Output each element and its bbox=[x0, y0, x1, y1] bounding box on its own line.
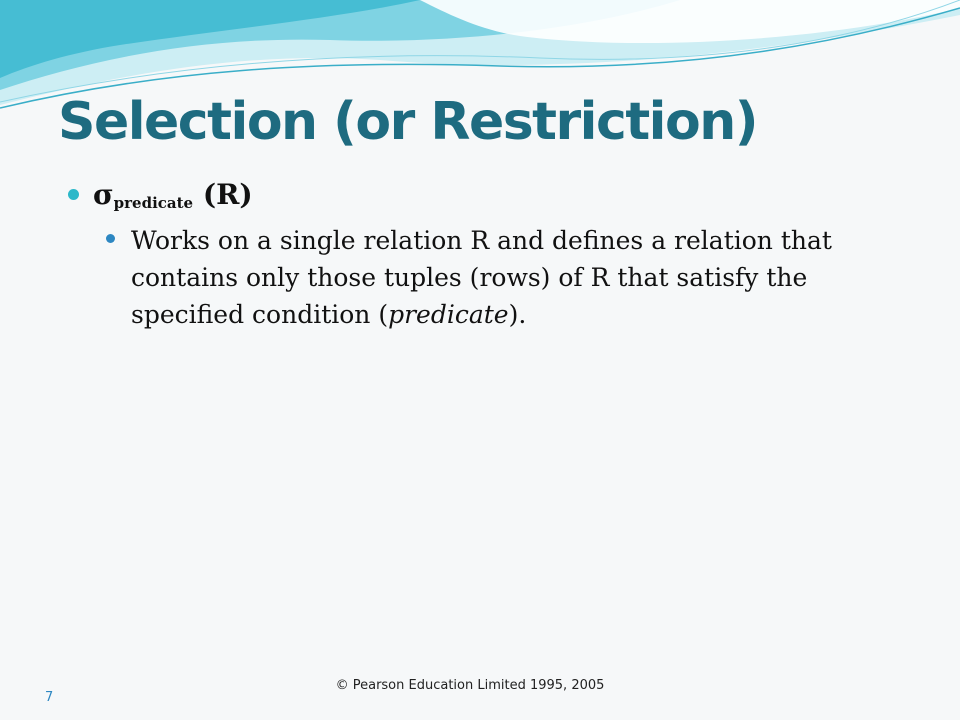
bullet-level2 bbox=[106, 222, 886, 333]
predicate-subscript: predicate bbox=[113, 194, 194, 212]
selection-notation bbox=[93, 178, 253, 212]
sigma-symbol: σ bbox=[93, 178, 114, 211]
bullet-dot-icon bbox=[68, 189, 79, 200]
slide-title: Selection (or Restriction) bbox=[58, 92, 758, 152]
description-text: Works on a single relation R and defines a relation that contains only those tuples (rows) of R that satisfy the specified condition ( bbox=[131, 226, 832, 329]
bullet-level1 bbox=[68, 178, 253, 212]
page-number: 7 bbox=[45, 690, 54, 705]
copyright-footer: © Pearson Education Limited 1995, 2005 bbox=[335, 678, 605, 693]
relation-argument: (R) bbox=[193, 178, 253, 211]
bullet-dot-icon bbox=[106, 234, 115, 243]
description-end: ). bbox=[508, 300, 527, 329]
selection-description bbox=[131, 222, 886, 333]
predicate-emphasis: predicate bbox=[388, 300, 509, 329]
